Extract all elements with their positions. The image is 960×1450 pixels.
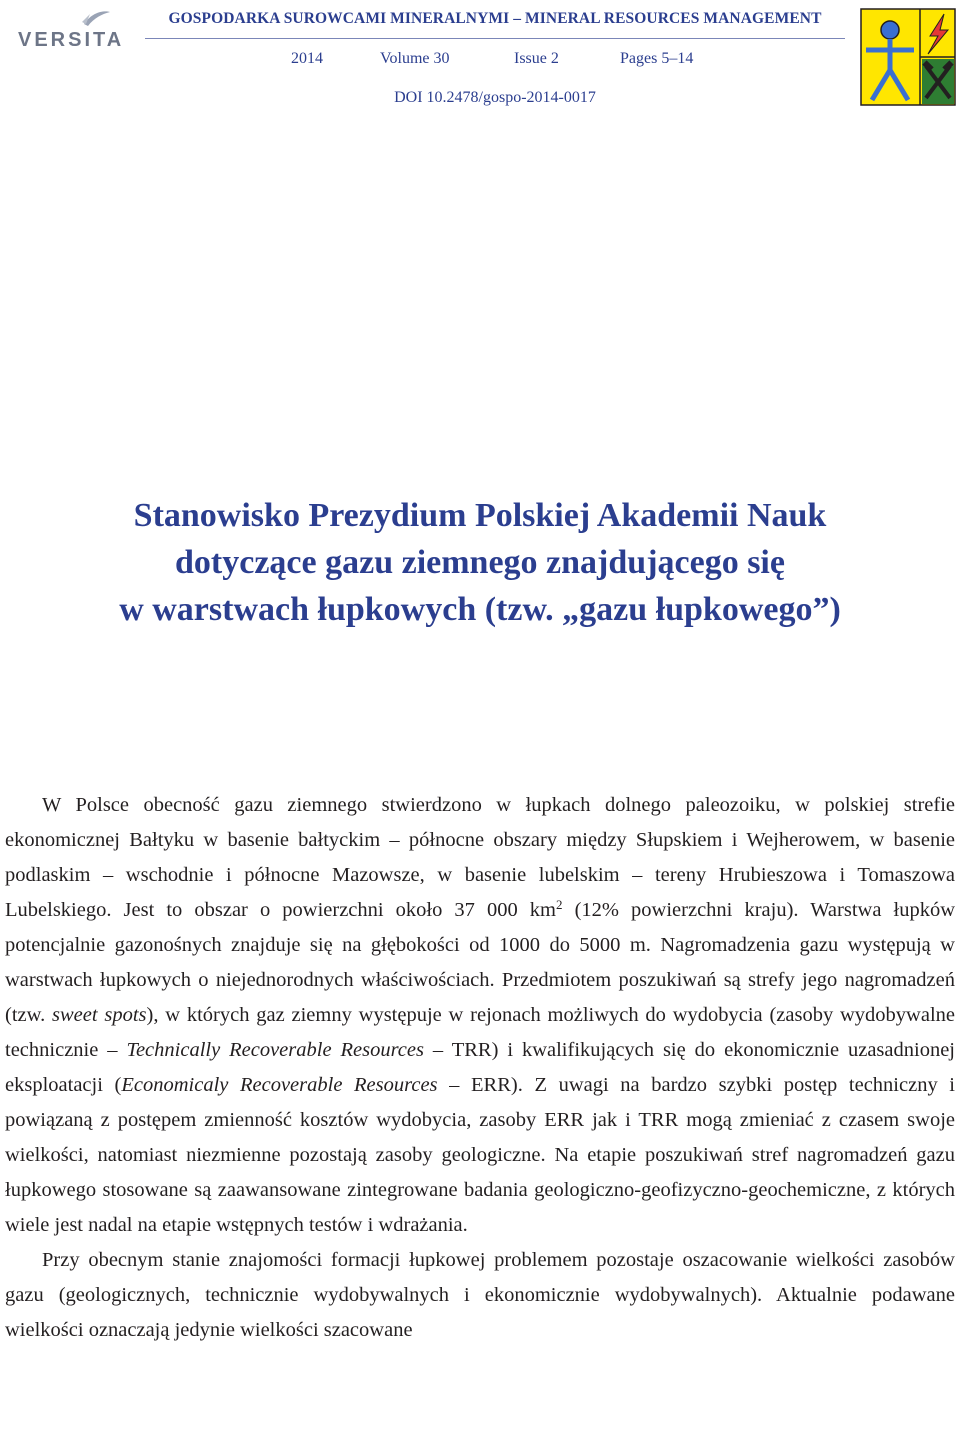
article-title (0, 492, 960, 633)
p1-italic-err: Economicaly Recoverable Resources (121, 1074, 438, 1096)
p1-text-a: W Polsce obecność gazu ziemnego stwierdzono w łupkach dolnego paleozoiku, w polskiej strefie ekonomicznej Bałtyku w basenie bałtyckim – północne obszary między Słupskiem i Wejherowem, w basenie podlaskim – wschodnie i północne Mazowsze, w basenie lubelskim – tereny Hrubieszowa i Tomaszowa Lubelskiego. Jest to obszar o powierzchni około 37 000 km (5, 794, 955, 921)
journal-name: GOSPODARKA SUROWCAMI MINERALNYMI – MINERAL RESOURCES MANAGEMENT (168, 10, 822, 27)
p1-superscript: 2 (556, 897, 563, 912)
paragraph-2: Przy obecnym stanie znajomości formacji łupkowej problemem pozostaje oszacowanie wielkości zasobów gazu (geologicznych, technicznie wydobywalnych i ekonomicznie wydobywalnych). Aktualnie podawane wielkości oznaczają jedynie wielkości szacowane (5, 1249, 955, 1341)
doi-link[interactable]: DOI 10.2478/gospo-2014-0017 (394, 89, 596, 106)
title-line-2: dotyczące gazu ziemnego znajdującego się (175, 544, 785, 581)
issue-volume: Volume 30 (380, 50, 450, 67)
header-divider (145, 38, 845, 39)
p1-italic-sweet-spots: sweet spots (52, 1004, 147, 1026)
issue-pages: Pages 5–14 (620, 50, 694, 67)
p1-text-d: – TRR) i kwalifikujących się do ekonomicznie uzasadnionej eksploatacji ( (5, 1039, 955, 1096)
paragraph-1 (5, 788, 955, 1243)
title-line-1: Stanowisko Prezydium Polskiej Akademii Nauk (133, 497, 827, 534)
p1-text-c: ), w których gaz ziemny występuje w rejonach możliwych do wydobycia (zasoby wydobywalne technicznie – (5, 1004, 955, 1061)
issue-year: 2014 (291, 50, 323, 67)
p1-text-b: (12% powierzchni kraju). Warstwa łupków potencjalnie gazonośnych znajduje się na głębokości od 1000 do 5000 m. Nagromadzenia gazu występują w warstwach łupkowych o niejednorodnych właściwościach. Przedmiotem poszukiwań są strefy jego nagromadzeń (tzw. (5, 899, 956, 1026)
society-logo (860, 8, 956, 106)
p1-text-e: – ERR). Z uwagi na bardzo szybki postęp techniczny i powiązaną z postępem zmienność kosztów wydobycia, zasoby ERR jak i TRR mogą zmieniać z czasem swoje wielkości, natomiast niezmienne pozostają zasoby geologiczne. Na etapie poszukiwań stref nagromadzeń gazu łupkowego stosowane są zaawansowane zintegrowane badania geologiczno-geofizyczno-geochemiczne, z których wiele jest nadal na etapie wstępnych testów i wdrażania. (5, 1074, 956, 1236)
versita-logo-icon (14, 8, 144, 52)
versita-logo-text: VERSITA (18, 29, 125, 51)
p1-italic-trr: Technically Recoverable Resources (126, 1039, 424, 1061)
issue-number: Issue 2 (514, 50, 559, 67)
hammer-pick-icon (922, 59, 954, 104)
title-line-3: w warstwach łupkowych (tzw. „gazu łupkowego”) (119, 591, 841, 628)
article-body (5, 788, 955, 1348)
